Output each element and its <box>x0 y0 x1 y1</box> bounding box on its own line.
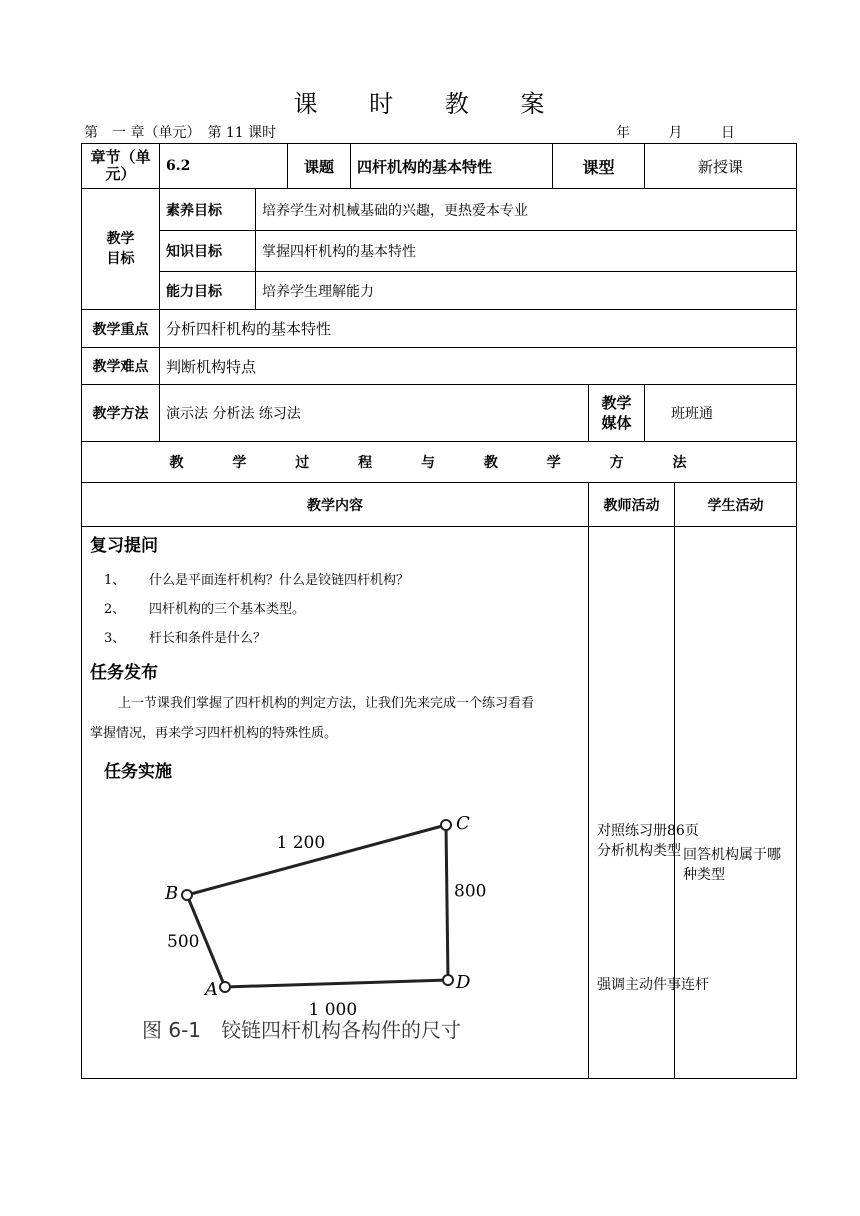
joint-label-B: B <box>165 883 179 904</box>
date-month: 月 <box>668 125 683 141</box>
goal-value-3: 培养学生理解能力 <box>256 272 797 310</box>
chapter-lesson: 第 一 章（单元） 第 11 课时 <box>84 125 277 141</box>
goal-label-1: 素养目标 <box>160 189 256 231</box>
col-student-header: 学生活动 <box>675 483 797 527</box>
length-label-AD: 1 000 <box>308 1000 358 1020</box>
media-value: 班班通 <box>645 385 797 442</box>
joint-label-D: D <box>456 972 471 993</box>
review-num-3: 3、 <box>104 631 126 646</box>
review-num-2: 2、 <box>104 602 126 617</box>
content-cell <box>82 527 589 1079</box>
student-activity-1: 回答机构属于哪种类型 <box>683 847 782 883</box>
joint-label-C: C <box>456 813 470 834</box>
date-year: 年 <box>616 125 630 141</box>
media-label <box>589 385 645 442</box>
linkage-diagram <box>164 813 486 1020</box>
difficulty-value: 判断机构特点 <box>160 348 797 385</box>
key-point-label: 教学重点 <box>82 310 160 348</box>
method-value: 演示法 分析法 练习法 <box>160 385 589 442</box>
goal-value-2: 掌握四杆机构的基本特性 <box>256 231 797 272</box>
joint-label-A: A <box>205 979 218 1000</box>
topic-label: 课题 <box>288 144 351 189</box>
date-line <box>616 122 769 142</box>
type-value: 新授课 <box>645 144 797 189</box>
key-point-value: 分析四杆机构的基本特性 <box>160 310 797 348</box>
chapter-value: 6.2 <box>160 144 288 189</box>
link-DA <box>225 980 448 987</box>
chapter-line <box>84 122 796 142</box>
method-label: 教学方法 <box>82 385 160 442</box>
length-label-BC: 1 200 <box>276 833 326 853</box>
chapter-label: 章节（单元） <box>82 144 160 189</box>
goal-label-2: 知识目标 <box>160 231 256 272</box>
lesson-plan-table <box>81 143 797 1079</box>
review-text-1: 什么是平面连杆机构？什么是铰链四杆机构？ <box>149 573 410 588</box>
figure-caption: 图 6-1 铰链四杆机构各构件的尺寸 <box>142 1018 462 1042</box>
length-label-CD: 800 <box>454 881 487 902</box>
difficulty-label: 教学难点 <box>82 348 160 385</box>
task-heading: 任务发布 <box>90 663 158 683</box>
review-num-1: 1、 <box>104 573 126 588</box>
col-teacher-header: 教师活动 <box>589 483 675 527</box>
impl-heading: 任务实施 <box>104 762 172 782</box>
topic-value: 四杆机构的基本特性 <box>351 144 553 189</box>
type-label: 课型 <box>553 144 645 189</box>
goal-value-1: 培养学生对机械基础的兴趣，更热爱本专业 <box>256 189 797 231</box>
teacher-activity-cell <box>589 527 710 1079</box>
col-content-header: 教学内容 <box>82 483 589 527</box>
goals-label <box>82 189 160 310</box>
length-label-AB: 500 <box>167 932 200 952</box>
joint-D <box>443 975 453 985</box>
goals-label-text: 教学目标 <box>106 231 135 267</box>
doc-title: 课 时 教 案 <box>293 90 567 118</box>
four-bar-linkage-figure <box>82 527 552 1079</box>
review-heading: 复习提问 <box>90 536 158 556</box>
task-text: 上一节课我们掌握了四杆机构的判定方法，让我们先来完成一个练习看看掌握情况，再来学习四杆机构的特殊性质。 <box>90 696 535 741</box>
date-day: 日 <box>720 125 735 141</box>
teacher-activity-1: 对照练习册86页分析机构类型 <box>597 823 699 859</box>
process-header: 教 学 过 程 与 教 学 方 法 <box>82 442 797 483</box>
review-text-3: 杆长和条件是什么？ <box>149 631 267 646</box>
joint-A <box>220 982 230 992</box>
student-activity-cell <box>675 527 797 1079</box>
joint-C <box>441 820 451 830</box>
review-text-2: 四杆机构的三个基本类型。 <box>149 602 306 617</box>
joint-B <box>182 890 192 900</box>
teacher-activity-2: 强调主动件事连杆 <box>597 977 710 993</box>
media-label-text: 教学媒体 <box>601 394 632 432</box>
goal-label-3: 能力目标 <box>160 272 256 310</box>
link-CD <box>446 825 448 980</box>
